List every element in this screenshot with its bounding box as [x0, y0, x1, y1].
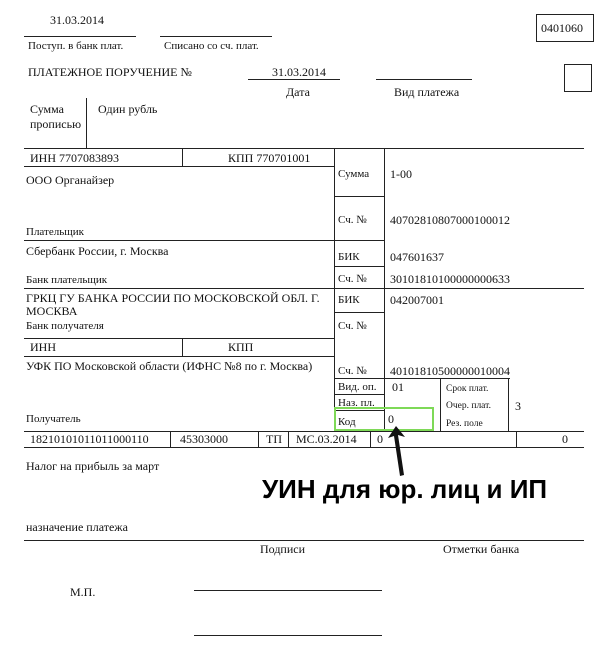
grid-line: [182, 338, 183, 356]
date-label: Дата: [286, 85, 310, 99]
payment-type-line: [376, 79, 472, 80]
purpose-code-label: Наз. пл.: [338, 397, 375, 409]
payer-bik-label: БИК: [338, 251, 360, 263]
amount-words-value: Один рубль: [98, 102, 158, 116]
payer-kpp: КПП 770701001: [228, 151, 311, 165]
payee-bik-label: БИК: [338, 294, 360, 306]
sum-label: Сумма: [338, 168, 370, 180]
payee-inn-label: ИНН: [30, 340, 56, 354]
grid-line: [24, 240, 334, 241]
sum-value: 1-00: [390, 167, 412, 181]
queue-label: Очер. плат.: [446, 401, 491, 411]
date-line: [248, 79, 340, 80]
order-date: 31.03.2014: [272, 65, 326, 79]
grid-line: [516, 431, 517, 447]
payee-acc-label: Сч. №: [338, 365, 367, 377]
amount-words-divider: [86, 98, 87, 148]
payer-name: ООО Органайзер: [26, 173, 115, 187]
arrow-up-icon: [380, 420, 420, 480]
payer-corr-acc-label: Сч. №: [338, 273, 367, 285]
grid-line: [182, 148, 183, 166]
payee-label: Получатель: [26, 413, 81, 425]
tax-basis: ТП: [266, 432, 282, 446]
payee-acc: 40101810500000010004: [390, 364, 510, 378]
payer-acc: 40702810807000100012: [390, 213, 510, 227]
grid-line: [508, 378, 509, 431]
purpose-label: назначение платежа: [26, 520, 128, 534]
grid-line: [24, 166, 334, 167]
received-line: [24, 36, 136, 37]
grid-line: [24, 447, 584, 448]
payer-inn: ИНН 7707083893: [30, 151, 119, 165]
payer-bank-label: Банк плательщик: [26, 274, 108, 286]
grid-line: [370, 431, 371, 447]
doc-number: 0: [377, 432, 383, 446]
oktmo: 45303000: [180, 432, 228, 446]
queue-value: 3: [515, 399, 521, 413]
payee-kpp-label: КПП: [228, 340, 254, 354]
payer-acc-label: Сч. №: [338, 214, 367, 226]
grid-line: [334, 378, 510, 379]
grid-line: [24, 540, 584, 541]
signature-line-2: [194, 635, 382, 636]
payee-bank-name: ГРКЦ ГУ БАНКА РОССИИ ПО МОСКОВСКОЙ ОБЛ. Г. МОСКВА: [26, 291, 320, 318]
payee-bik: 042007001: [390, 293, 444, 307]
grid-line: [334, 240, 384, 241]
signature-line-1: [194, 590, 382, 591]
grid-line: [384, 148, 385, 431]
grid-line: [24, 338, 334, 339]
grid-line: [24, 288, 584, 289]
receipt-date: 31.03.2014: [50, 13, 104, 27]
bank-marks-label: Отметки банка: [443, 542, 520, 556]
received-label: Поступ. в банк плат.: [28, 40, 124, 52]
order-title: ПЛАТЕЖНОЕ ПОРУЧЕНИЕ №: [28, 65, 192, 79]
debited-label: Списано со сч. плат.: [164, 40, 259, 52]
payer-corr-acc: 30101810100000000633: [390, 272, 510, 286]
doc-date: 0: [562, 432, 568, 446]
signatures-label: Подписи: [260, 542, 306, 556]
tax-period: МС.03.2014: [296, 432, 357, 446]
payee-name: УФК ПО Московской области (ИФНС №8 по г. Москва): [26, 359, 313, 373]
code-value: 0: [388, 412, 394, 426]
op-type-label: Вид. оп.: [338, 381, 377, 393]
code-label: Код: [338, 416, 356, 428]
grid-line: [334, 196, 384, 197]
grid-line: [334, 394, 384, 395]
stamp-label: М.П.: [70, 585, 96, 599]
payee-corr-acc-label: Сч. №: [338, 320, 367, 332]
status-box: [564, 64, 592, 92]
grid-line: [24, 148, 584, 149]
payment-type-label: Вид платежа: [394, 85, 460, 99]
grid-line: [334, 266, 384, 267]
form-code: 0401060: [541, 21, 583, 35]
grid-line: [24, 356, 334, 357]
reserve-label: Рез. поле: [446, 419, 483, 429]
uin-annotation: УИН для юр. лиц и ИП: [262, 474, 548, 504]
op-type-value: 01: [392, 380, 404, 394]
kbk: 18210101011011000110: [30, 432, 149, 446]
grid-line: [440, 378, 441, 431]
grid-line: [170, 431, 171, 447]
form-code-box: [536, 14, 594, 42]
grid-line: [334, 148, 335, 431]
purpose-text: Налог на прибыль за март: [26, 459, 160, 473]
payer-bik: 047601637: [390, 250, 444, 264]
debited-line: [160, 36, 272, 37]
amount-words-label-2: прописью: [30, 117, 82, 131]
payee-bank-label: Банк получателя: [26, 320, 104, 332]
grid-line: [258, 431, 259, 447]
payer-label: Плательщик: [26, 226, 84, 238]
term-label: Срок плат.: [446, 384, 489, 394]
amount-words-label-1: Сумма: [30, 102, 64, 116]
grid-line: [334, 312, 384, 313]
grid-line: [288, 431, 289, 447]
payer-bank-name: Сбербанк России, г. Москва: [26, 244, 169, 258]
